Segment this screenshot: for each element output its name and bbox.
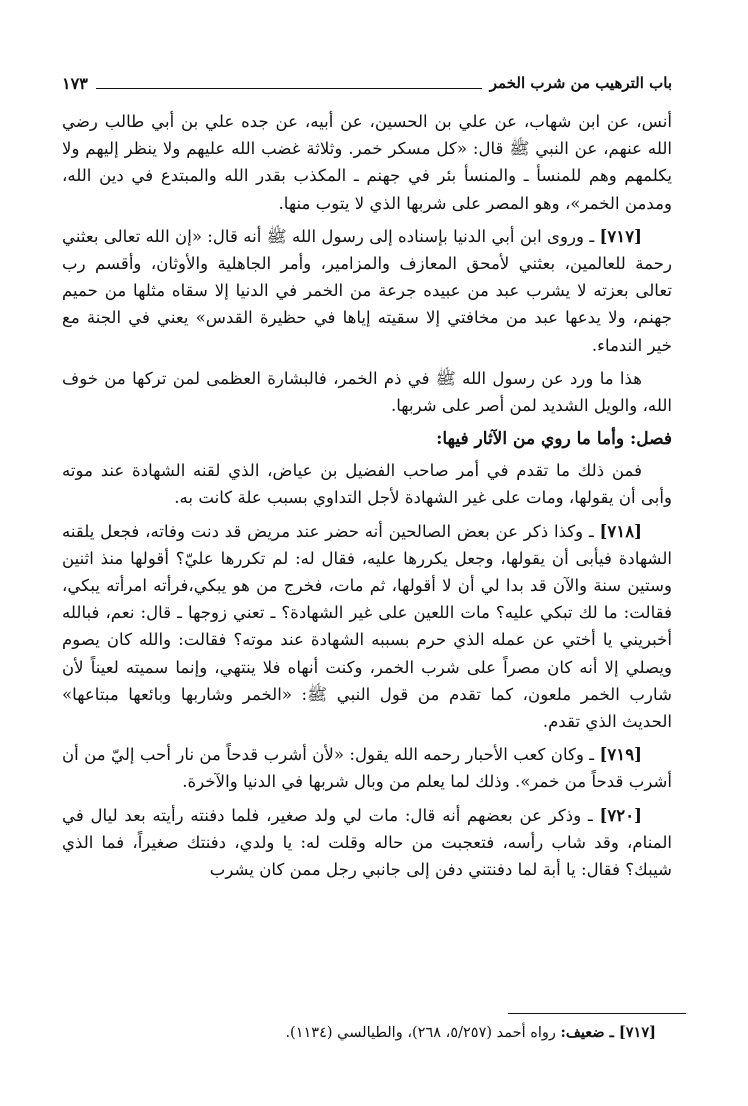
paragraph-1 <box>62 108 672 217</box>
hadith-number: [٧١٧] <box>599 225 642 246</box>
hadith-number: [٧١٩] <box>599 744 642 765</box>
paragraph-text: هذا ما ورد عن رسول الله ﷺ في ذم الخمر، فالبشارة العظمى لمن تركها من خوف الله، والويل الشديد لمن أصر على شربها. <box>62 368 672 416</box>
paragraph-720 <box>62 802 672 884</box>
chapter-title: باب الترهيب من شرب الخمر <box>489 74 672 92</box>
paragraph-text: ـ وكذا ذكر عن بعض الصالحين أنه حضر عند مريض قد دنت وفاته، فجعل يلقنه الشهادة فيأبى أن يقولها، وجعل يكررها عليه، فقال له: لم تكررها عليّ؟ أقولها منذ اثنين وستين سنة والآن قد بدا لي أن لا أقولها، ثم مات، فخرج من هو يبكي،فرأته امرأته يبكي، فقالت: ما لك تبكي عليه؟ مات اللعين على غير الشهادة؟ ـ تعني زوجها ـ قال: نعم، فبالله أخبريني يا أختي عن عمله الذي حرم بسببه الشهادة عند موته؟ فقالت: والله كان يصوم ويصلي إلا أنه كان مصراً على شرب الخمر، وكنت أنهاه فلا ينتهي، وإنما سميته لعيناً لأن شارب الخمر ملعون، كما تقدم من قول النبي ﷺ: «الخمر وشاربها وبائعها مبتاعها» الحديث الذي تقدم. <box>62 521 672 732</box>
paragraph-3 <box>62 365 672 419</box>
paragraph-718 <box>62 518 672 736</box>
page-number: ١٧٣ <box>62 73 88 93</box>
hadith-number: [٧٢٠] <box>599 804 642 825</box>
paragraph-717 <box>62 223 672 359</box>
page-content <box>62 66 672 883</box>
running-header <box>62 66 672 100</box>
footnote-divider <box>508 1013 686 1014</box>
footnote-text: رواه أحمد (٥/٢٥٧، ٢٦٨)، والطيالسي (١١٣٤). <box>285 1025 561 1041</box>
paragraph-text: أنس، عن ابن شهاب، عن علي بن الحسين، عن أبيه، عن جده علي بن أبي طالب رضي الله عنهم، عن النبي ﷺ قال: «كل مسكر خمر. وثلاثة غضب الله عليهم ولا ينظر إليهم ولا يكلمهم وهم للمنسأ ـ والمنسأ بئر في جهنم ـ المكذب بقدر الله والمبتدع في دين الله، ومدمن الخمر»، وهو المصر على شربها الذي لا يتوب منها. <box>62 112 672 213</box>
paragraph-text: ـ وروى ابن أبي الدنيا بإسناده إلى رسول الله ﷺ أنه قال: «إن الله تعالى بعثني رحمة للعالمين، بعثني لأمحق المعازف والمزامير، وأمر الجاهلية والأوثان، وأقسم رب تعالى بعزته لا يشرب عبد من عبيده جرعة من الخمر في الدنيا إلا سقاه مثلها من حميم جهنم، ولا يدعها عبد من مخافتي إلا سقيته إياها في حظيرة القدس» يعني في الجنة مع خير الندماء. <box>62 226 672 355</box>
header-rule <box>96 88 482 89</box>
text-body <box>62 108 672 883</box>
paragraph-text: ـ وذكر عن بعضهم أنه قال: مات لي ولد صغير، فلما دفنته رأيته بعد ليال في المنام، وقد شاب رأسه، فتعجبت من حاله وقلت له: يا ولدي، دفنتك صغيراً، فما الذي شيبك؟ فقال: يا أبة لما دفنتني دفن إلى جانبي رجل ممن كان يشرب <box>62 805 672 880</box>
footnote-label: [٧١٧] ـ ضعيف: <box>560 1024 656 1041</box>
hadith-number: [٧١٨] <box>599 520 642 541</box>
footnote <box>76 1022 656 1044</box>
section-heading: فصل: وأما ما روي من الآثار فيها: <box>436 429 672 450</box>
paragraph-719 <box>62 741 672 795</box>
paragraph-4 <box>62 457 672 511</box>
paragraph-text: ـ وكان كعب الأحبار رحمه الله يقول: «لأن أشرب قدحاً من نار أحب إليّ من أن أشرب قدحاً من خمر». وذلك لما يعلم من وبال شربها في الدنيا والآخرة. <box>62 745 672 792</box>
paragraph-text: فمن ذلك ما تقدم في أمر صاحب الفضيل بن عياض، الذي لقنه الشهادة عند موته وأبى أن يقولها، ومات على غير الشهادة لأجل التداوي بسبب علة كانت به. <box>62 461 672 508</box>
